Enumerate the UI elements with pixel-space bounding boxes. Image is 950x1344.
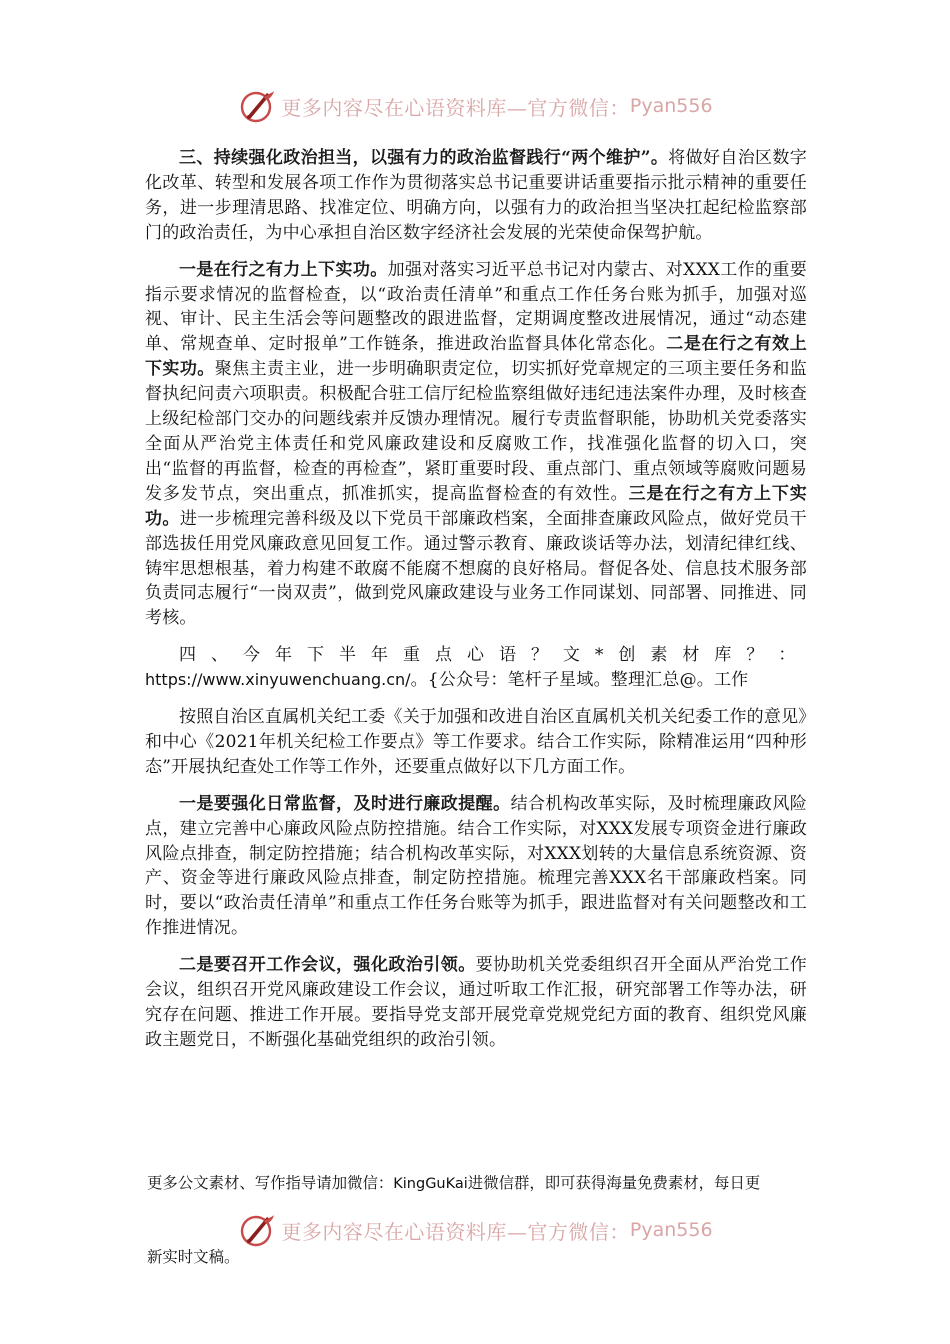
section-three-paragraph xyxy=(145,146,807,246)
quill-pen-circle-icon xyxy=(237,86,277,126)
work-items-paragraph xyxy=(145,258,807,632)
watermark-content xyxy=(237,1210,712,1250)
watermark-text: 更多内容尽在心语资料库—官方微信： xyxy=(281,95,630,120)
daily-supervision-paragraph xyxy=(145,792,807,941)
requirements-paragraph xyxy=(145,705,807,780)
footer-promo-line-end: 新实时文稿。 xyxy=(147,1248,240,1266)
work-meeting-heading: 二是要召开工作会议，强化政治引领。 xyxy=(179,955,476,976)
daily-supervision-heading: 一是要强化日常监督，及时进行廉政提醒。 xyxy=(179,793,511,814)
work-meeting-paragraph xyxy=(145,953,807,1053)
work-meeting-text: 要协助机关党委组织召开全面从严治党工作会议，组织召开党风廉政建设工作会议，通过听取工作汇报，研究部署工作等办法，研究存在问题、推进工作开展。要指导党支部开展党章党规党纪方面的教育、组织党风廉政主题党日，不断强化基础党组织的政治引领。 xyxy=(145,955,807,1050)
section-three-text: 将做好自治区数字化改革、转型和发展各项工作作为贯彻落实总书记重要讲话重要指示批示精神的重要任务，进一步理清思路、找准定位、明确方向，以强有力的政治担当坚决扛起纪检监察部门的政治责任，为中心承担自治区数字经济社会发展的光荣使命保驾护航。 xyxy=(145,148,807,243)
item-two-text: 聚焦主责主业，进一步明确职责定位，切实抓好党章规定的三项主要任务和监督执纪问责六项职责。积极配合驻工信厅纪检监察组做好违纪违法案件办理，及时核查上级纪检部门交办的问题线索并反馈办理情况。履行专责监督职能，协助机关党委落实全面从严治党主体责任和党风廉政建设和反腐败工作，找准强化监督的切入口，突出“监督的再监督，检查的再检查”，紧盯重要时段、重点部门、重点领域等腐败问题易发多发节点，突出重点，抓准抓实，提高监督检查的有效性。 xyxy=(145,359,807,504)
section-four-heading xyxy=(145,643,807,693)
footer-wechat-id: KingGuKai xyxy=(393,1176,468,1192)
footer-promo-line xyxy=(147,1172,807,1195)
item-three-text: 进一步梳理完善科级及以下党员干部廉政档案，全面排查廉政风险点，做好党员干部选拔任用党风廉政意见回复工作。通过警示教育、廉政谈话等办法，划清纪律红线、铸牢思想根基，着力构建不敢腐不能腐不想腐的良好格局。督促各处、信息技术服务部负责同志履行“一岗双责”，做到党风廉政建设与业务工作同谋划、同部署、同推进、同考核。 xyxy=(145,508,807,629)
section-three-heading: 三、持续强化政治担当，以强有力的政治监督践行“两个维护”。 xyxy=(179,148,669,168)
quill-pen-circle-icon xyxy=(237,1210,277,1250)
watermark-content xyxy=(237,86,712,126)
item-one-text: 加强对落实习近平总书记对内蒙古、对XXX工作的重要指示要求情况的监督检查，以“政治责任清单”和重点工作任务台账为抓手，加强对巡视、审计、民主生活会等问题整改的跟进监督，定期调度整改进展情况，通过“动态建单、常规查单、定时报单”工作链条，推进政治监督具体化常态化。 xyxy=(145,259,807,355)
daily-supervision-text: 结合机构改革实际，及时梳理廉政风险点，建立完善中心廉政风险点防控措施。结合工作实际，对XXX发展专项资金进行廉政风险点排查，制定防控措施；结合机构改革实际，对XXX划转的大量信息系统资源、资产、资金等进行廉政风险点排查，制定防控措施。梳理完善XXX名干部廉政档案。同时，要以“政治责任清单”和重点工作任务台账等为抓手，跟进监督对有关问题整改和工作推进情况。 xyxy=(145,793,807,939)
section-four-title: 四、今年下半年重点心语？文*创素材库？： xyxy=(179,645,807,666)
section-four-tail: 。{公众号：笔杆子星域。整理汇总@。工作 xyxy=(410,670,749,691)
section-four-url[interactable]: https://www.xinyuwenchuang.cn/ xyxy=(145,670,411,690)
watermark-top xyxy=(0,84,950,128)
requirements-text: 按照自治区直属机关纪工委《关于加强和改进自治区直属机关机关纪委工作的意见》和中心《2021年机关纪检工作要点》等工作要求。结合工作实际，除精准运用“四种形态”开展执纪查处工作等工作外，还要重点做好以下几方面工作。 xyxy=(145,707,807,777)
watermark-text: 更多内容尽在心语资料库—官方微信： xyxy=(281,1219,630,1244)
item-three-heading: 三是在行之有方上下实功。 xyxy=(145,483,808,529)
watermark-wechat-id: Pyan556 xyxy=(629,1219,713,1241)
watermark-wechat-id: Pyan556 xyxy=(629,95,713,117)
item-one-heading: 一是在行之有力上下实功。 xyxy=(179,259,388,280)
document-body xyxy=(145,146,807,1053)
footer-prefix: 更多公文素材、写作指导请加微信： xyxy=(147,1174,394,1192)
item-two-heading: 二是在行之有效上下实功。 xyxy=(145,334,807,380)
footer-suffix: 进微信群，即可获得海量免费素材，每日更 xyxy=(467,1174,761,1192)
